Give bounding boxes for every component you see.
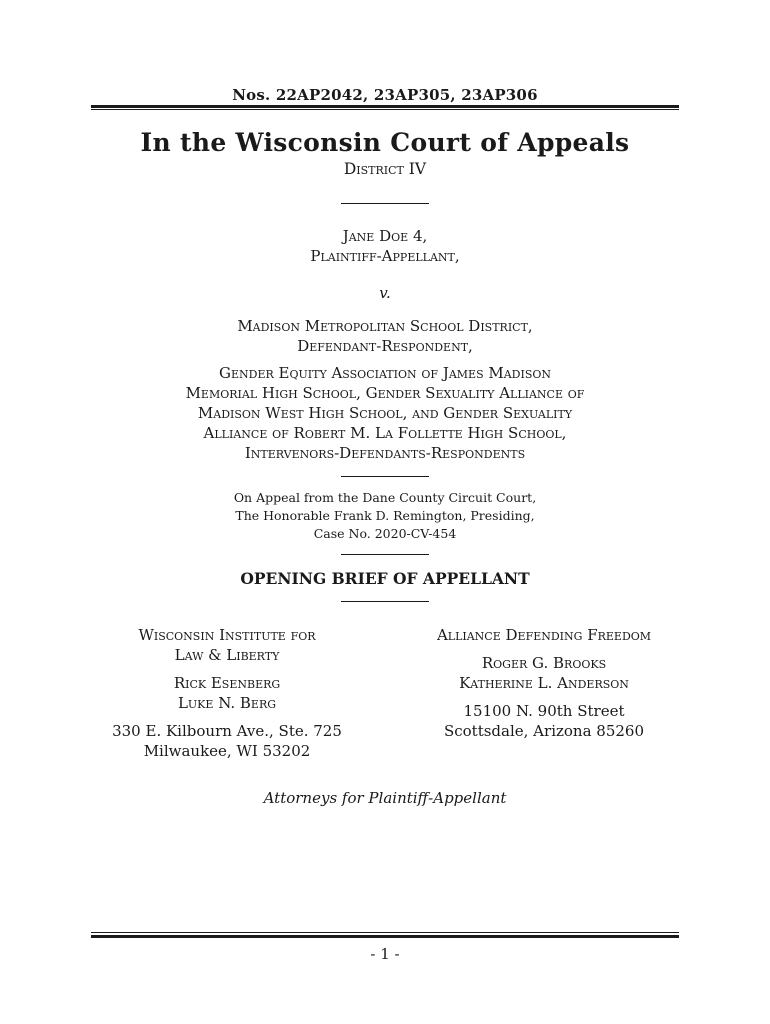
header-rule <box>91 105 679 108</box>
respondent-name: Madison Metropolitan School District, <box>237 317 533 335</box>
attorney-name: Rick Esenberg <box>173 674 281 692</box>
attorney-name: Katherine L. Anderson <box>459 674 629 692</box>
separator-rule <box>341 554 429 555</box>
appeal-info <box>0 489 770 543</box>
separator-rule <box>341 203 429 204</box>
appellant-role: Plaintiff-Appellant, <box>310 247 460 265</box>
court-name: In the Wisconsin Court of Appeals <box>140 128 630 157</box>
address-line: 330 E. Kilbourn Ave., Ste. 725 <box>112 722 342 740</box>
intervenors-line: Memorial High School, Gender Sexuality Alliance of <box>185 384 585 402</box>
intervenors-line: Alliance of Robert M. La Follette High School, <box>203 424 567 442</box>
district: District IV <box>343 160 427 178</box>
counsel-right <box>418 625 670 741</box>
versus: v. <box>379 284 391 302</box>
intervenors-line: Madison West High School, and Gender Sexuality <box>197 404 573 422</box>
intervenors-block <box>0 363 770 463</box>
appeal-line: The Honorable Frank D. Remington, Presiding, <box>235 508 535 523</box>
docket-numbers: Nos. 22AP2042, 23AP305, 23AP306 <box>232 86 538 104</box>
separator-rule <box>341 601 429 602</box>
attorney-name: Roger G. Brooks <box>481 654 607 672</box>
address-line: Milwaukee, WI 53202 <box>143 742 311 760</box>
attorney-name: Luke N. Berg <box>177 694 277 712</box>
respondent-role: Defendant-Respondent, <box>297 337 473 355</box>
case-number: Case No. 2020-CV-454 <box>313 526 457 541</box>
appellant-name: Jane Doe 4, <box>342 227 428 245</box>
firm-name: Alliance Defending Freedom <box>436 626 652 644</box>
footer-rule <box>91 932 679 933</box>
intervenors-role: Intervenors-Defendants-Respondents <box>244 444 526 462</box>
firm-name-line: Wisconsin Institute for <box>138 626 316 644</box>
firm-name-line: Law & Liberty <box>174 646 280 664</box>
appellant-block <box>0 226 770 266</box>
appeal-line: On Appeal from the Dane County Circuit Court, <box>233 490 537 505</box>
header-rule-thin <box>91 109 679 110</box>
separator-rule <box>341 476 429 477</box>
address-line: Scottsdale, Arizona 85260 <box>443 722 645 740</box>
address-line: 15100 N. 90th Street <box>463 702 625 720</box>
page-number: - 1 - <box>370 945 400 963</box>
attorneys-for: Attorneys for Plaintiff-Appellant <box>263 789 507 807</box>
counsel-left <box>110 625 344 761</box>
intervenors-line: Gender Equity Association of James Madison <box>218 364 552 382</box>
respondent-block <box>0 316 770 356</box>
footer-rule-thick <box>91 935 679 938</box>
brief-title: OPENING BRIEF OF APPELLANT <box>240 569 530 588</box>
